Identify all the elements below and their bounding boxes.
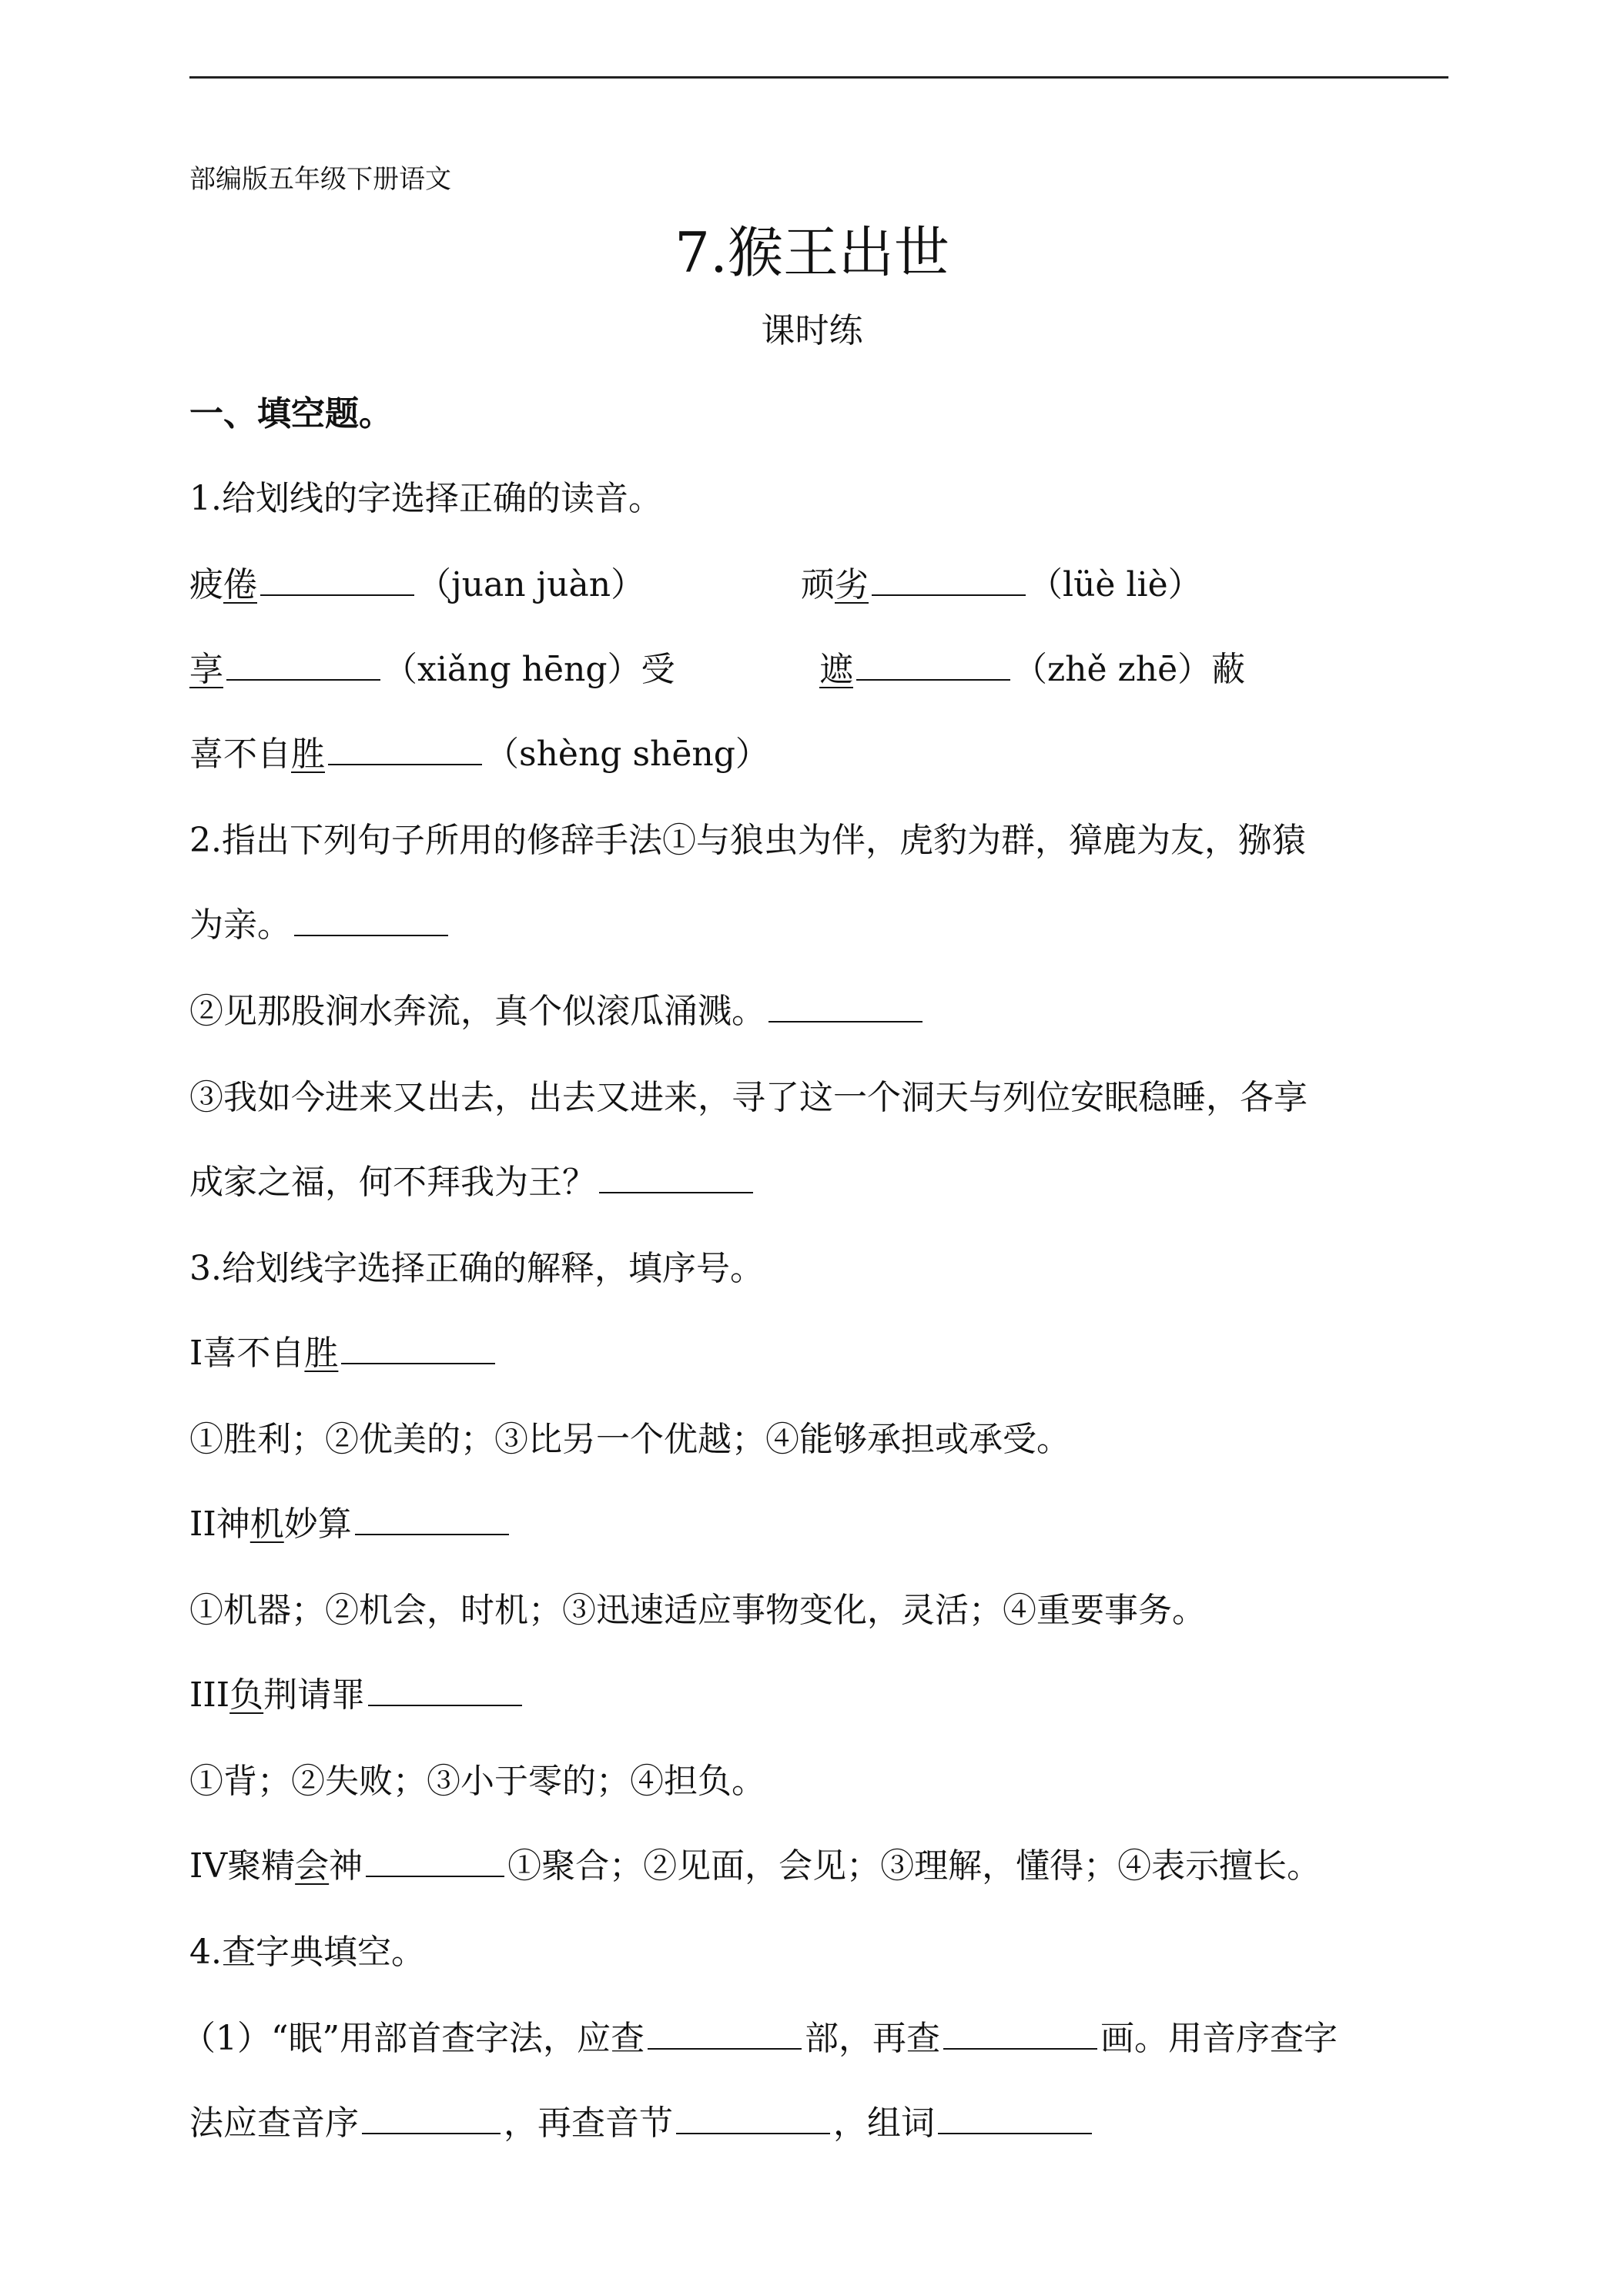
q3-i-options: ①胜利；②优美的；③比另一个优越；④能够承担或承受。: [189, 1420, 1070, 1459]
q1-item-4-options: （zhě zhē）蔽: [1013, 650, 1246, 689]
q3-iii-blank[interactable]: [368, 1675, 522, 1706]
q4-a1: （1）“眠”用部首查字法，应查: [182, 2019, 645, 2058]
q1-item-5-pre: 喜不自: [189, 735, 291, 774]
q2-line-2-text: 为亲。: [189, 905, 291, 945]
q3-iii-options: ①背；②失败；③小于零的；④担负。: [189, 1762, 765, 1801]
q1-row-1: [189, 562, 645, 608]
q2-line-1: 2.指出下列句子所用的修辞手法①与狼虫为伴，虎豹为群，獐鹿为友，猕猿: [189, 821, 1306, 860]
q3-i-underlined: 胜: [304, 1334, 339, 1373]
q2-line-3-text: ②见那股涧水奔流，真个似滚瓜涌溅。: [189, 992, 765, 1031]
q1-item-4-underlined: 遮: [819, 650, 853, 689]
q1-row-2: [189, 647, 675, 693]
q2-line-3: [189, 989, 926, 1035]
section-heading: 一、填空题。: [189, 394, 393, 433]
q1-row-2b: [819, 647, 1245, 693]
q1-item-2-pre: 顽: [801, 565, 835, 604]
header-text: 部编版五年级下册语文: [189, 164, 451, 195]
q4-line-2: [189, 2100, 1095, 2147]
q1-item-1-pre: 疲: [189, 565, 223, 604]
q1-item-3-blank[interactable]: [226, 650, 380, 681]
q4-blank-strokes[interactable]: [943, 2019, 1097, 2050]
q3-iv-blank[interactable]: [366, 1846, 504, 1877]
q3-iv-options: ①聚合；②见面，会见；③理解，懂得；④表示擅长。: [507, 1846, 1321, 1886]
q1-item-4-blank[interactable]: [856, 650, 1010, 681]
q4-a3: 画。用音序查字: [1100, 2019, 1338, 2058]
q3-prompt: 3.给划线字选择正确的解释，填序号。: [189, 1249, 764, 1288]
q3-iii-underlined: 负: [229, 1675, 264, 1715]
q1-item-2-underlined: 劣: [835, 565, 869, 604]
q3-iv-pre: IV聚精: [189, 1846, 296, 1886]
q4-b2: ，再查音节: [504, 2104, 673, 2143]
q1-item-5-blank[interactable]: [328, 735, 482, 765]
q3-iii-post: 荆请罪: [263, 1675, 366, 1715]
q1-row-1b: [801, 562, 1202, 608]
q3-ii: [189, 1501, 512, 1548]
q1-item-2-blank[interactable]: [872, 565, 1026, 596]
q1-item-3-options: （xiǎng hēng）受: [383, 650, 675, 689]
q3-ii-options: ①机器；②机会，时机；③迅速适应事物变化，灵活；④重要事务。: [189, 1591, 1206, 1630]
q3-iv: [189, 1843, 1321, 1889]
q3-iv-underlined: 会: [295, 1846, 330, 1886]
q3-i-pre: I喜不自: [189, 1334, 305, 1373]
q3-ii-post: 妙算: [283, 1504, 352, 1544]
q1-item-5-options: （shèng shēng）: [485, 735, 769, 774]
q4-line-1: [182, 2016, 1338, 2062]
q1-row-3: [189, 731, 769, 778]
q1-item-1-blank[interactable]: [260, 565, 414, 596]
q2-blank-1[interactable]: [294, 905, 448, 936]
q4-blank-letter[interactable]: [362, 2104, 501, 2134]
q3-ii-underlined: 机: [249, 1504, 284, 1544]
page-title: 7.猴王出世: [675, 220, 949, 285]
q4-prompt: 4.查字典填空。: [189, 1933, 425, 1972]
q2-blank-3[interactable]: [599, 1163, 753, 1193]
q2-line-5: [189, 1160, 756, 1206]
top-rule: [189, 76, 1448, 79]
page-subtitle: 课时练: [761, 311, 863, 350]
q3-iii-pre: III: [189, 1675, 230, 1715]
q2-line-4: ③我如今进来又出去，出去又进来，寻了这一个洞天与列位安眠稳睡，各享: [189, 1078, 1308, 1117]
q1-prompt: 1.给划线的字选择正确的读音。: [189, 479, 662, 518]
q2-line-2: [189, 902, 451, 949]
q2-line-5-text: 成家之福，何不拜我为王？: [189, 1163, 596, 1202]
q1-item-1-underlined: 倦: [223, 565, 257, 604]
q3-i-blank[interactable]: [341, 1334, 495, 1364]
q3-i: [189, 1330, 498, 1377]
q4-blank-word[interactable]: [938, 2104, 1092, 2134]
q2-blank-2[interactable]: [768, 992, 922, 1022]
q4-a2: 部，再查: [804, 2019, 940, 2058]
q4-b1: 法应查音序: [189, 2104, 359, 2143]
q4-blank-radical[interactable]: [648, 2019, 802, 2050]
q1-item-3-underlined: 享: [189, 650, 223, 689]
q3-ii-blank[interactable]: [355, 1504, 509, 1535]
q4-b3: ，组词: [833, 2104, 935, 2143]
q4-blank-syllable[interactable]: [676, 2104, 830, 2134]
q1-item-5-underlined: 胜: [291, 735, 325, 774]
q3-ii-pre: II神: [189, 1504, 250, 1544]
q1-item-2-options: （lüè liè）: [1029, 565, 1202, 604]
q3-iv-post: 神: [329, 1846, 363, 1886]
q3-iii: [189, 1672, 525, 1719]
q1-item-1-options: （juan juàn）: [417, 565, 645, 604]
